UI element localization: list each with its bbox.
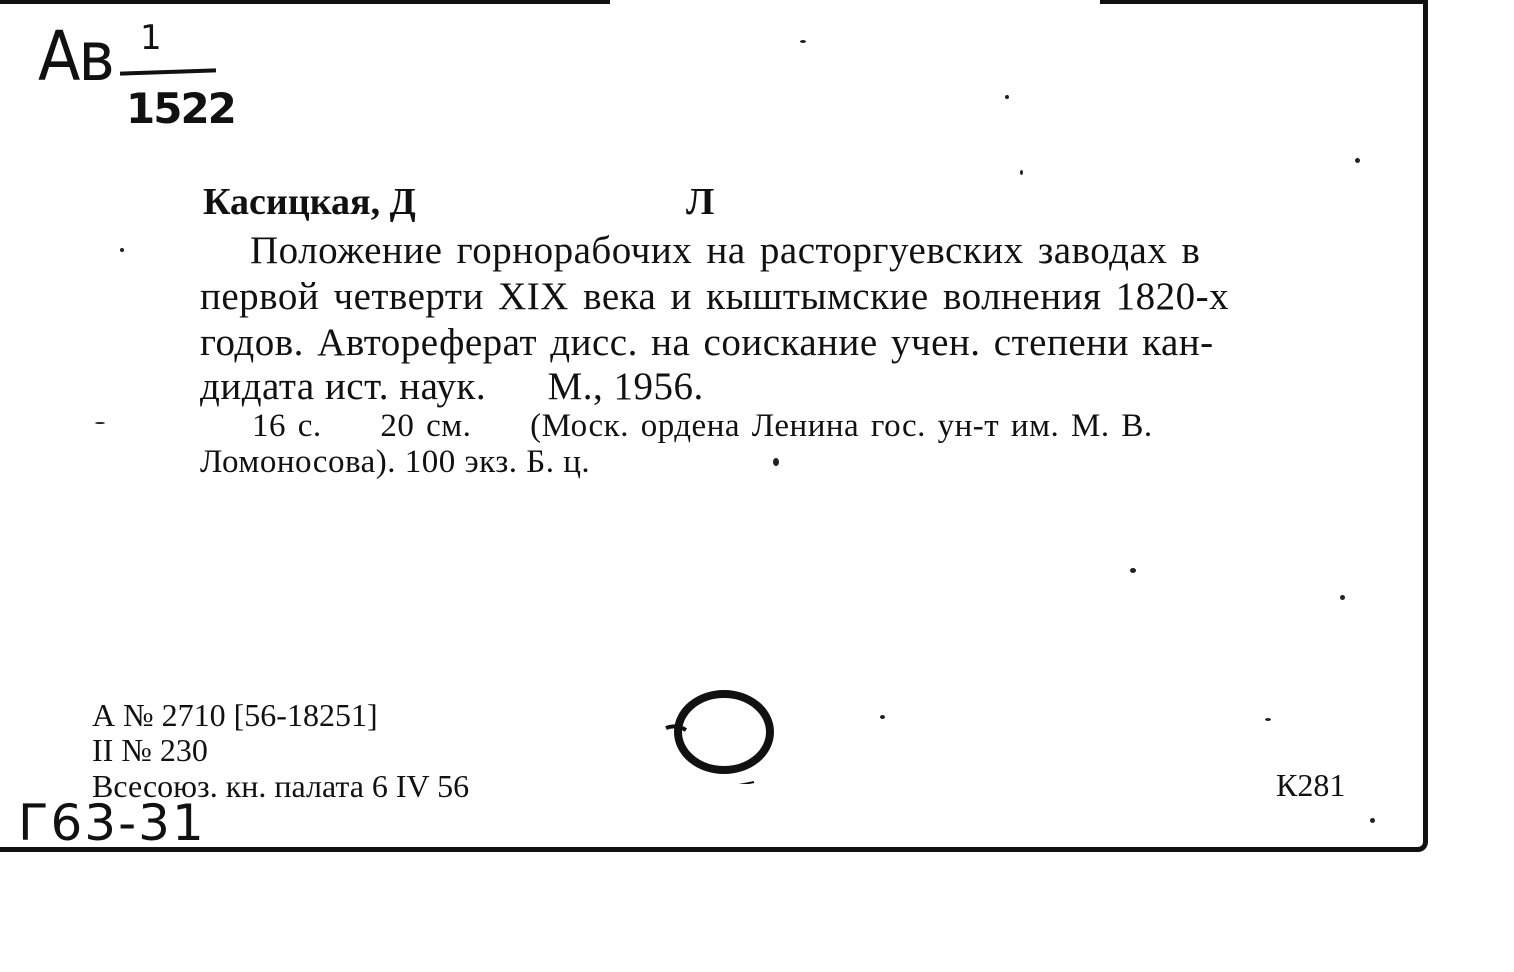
title-line-1: Положение горнорабочих на расторгуевских заводах в — [250, 229, 1201, 272]
author-name: Касицкая, Д — [203, 181, 416, 223]
speck — [1005, 95, 1009, 99]
speck — [1355, 158, 1360, 163]
speck — [1340, 595, 1345, 600]
speck — [1370, 818, 1375, 823]
author-initial: Л — [686, 181, 715, 223]
card-top-rule — [1100, 0, 1428, 4]
speck — [1020, 170, 1023, 175]
title-line-4: дидата ист. наук. М., 1956. — [200, 365, 704, 408]
speck — [773, 458, 779, 466]
speck — [1130, 568, 1136, 573]
shelf-mark-denominator: 1522 — [126, 84, 235, 133]
collation-line-2: Ломоносова). 100 экз. Б. ц. — [200, 444, 591, 480]
card-top-rule — [0, 0, 610, 4]
footer-publisher-line: Всесоюз. кн. палата 6 IV 56 — [92, 768, 470, 804]
shelf-mark-prefix: Ав — [38, 16, 113, 97]
footer-series-number: II № 230 — [92, 732, 208, 768]
collation-line-1: 16 с. 20 см. (Моск. ордена Ленина гос. ун-т им. М. В. — [252, 408, 1153, 444]
shelf-mark-numerator: 1 — [140, 18, 162, 58]
speck — [800, 40, 806, 43]
k-number: К281 — [1276, 767, 1346, 803]
stamp-circle-mark — [658, 684, 780, 784]
speck — [95, 422, 105, 424]
speck — [1265, 718, 1271, 721]
footer-registration-number: А № 2710 [56-18251] — [92, 697, 378, 733]
speck — [880, 715, 885, 719]
title-line-3: годов. Автореферат дисс. на соискание учен. степени кан- — [200, 321, 1214, 364]
handwritten-bottom-code: Г63-31 — [18, 794, 206, 852]
title-line-2: первой четверти XIX века и кыштымские волнения 1820-х — [200, 275, 1230, 318]
speck — [120, 248, 124, 252]
